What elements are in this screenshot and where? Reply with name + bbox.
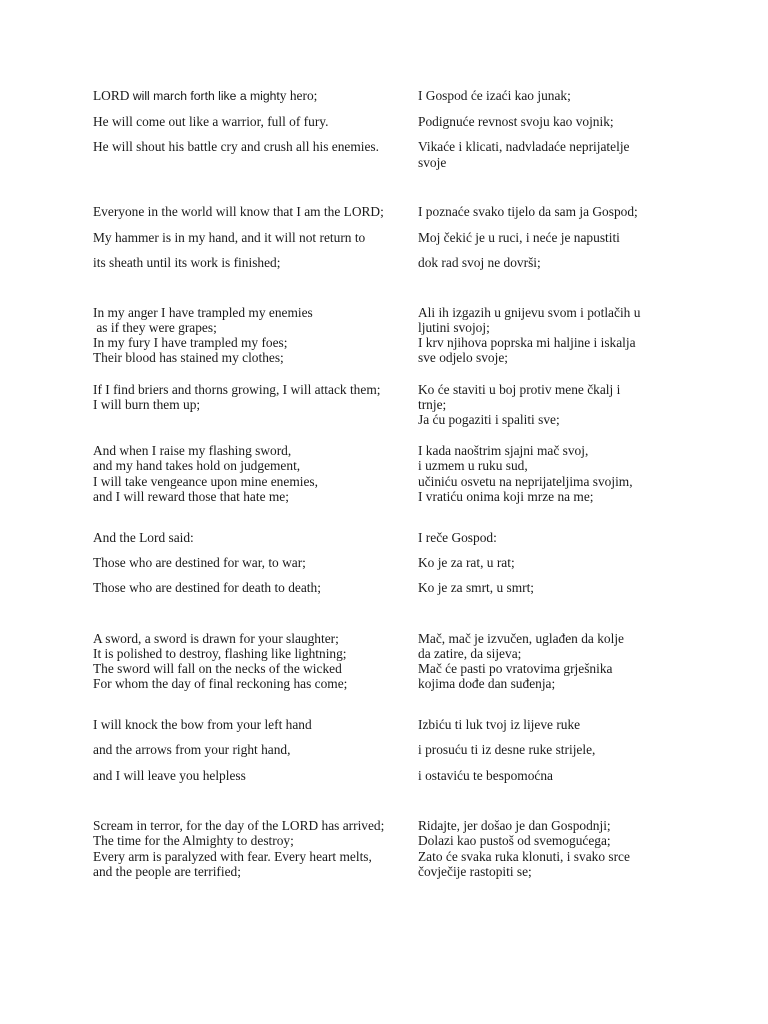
english-line: He will come out like a warrior, full of fury. — [93, 114, 329, 129]
english-line: and my hand takes hold on judgement, — [93, 458, 301, 473]
english-line: I will burn them up; — [93, 397, 201, 412]
english-line: and I will reward those that hate me; — [93, 489, 289, 504]
english-line: For whom the day of final reckoning has come; — [93, 676, 348, 691]
english-line — [93, 88, 317, 104]
english-line: My hammer is in my hand, and it will not return to — [93, 230, 366, 245]
serbian-line: Moj čekić je u ruci, i neće je napustiti — [418, 230, 620, 245]
serbian-line: i prosuću ti iz desne ruke strijele, — [418, 742, 596, 757]
serbian-line: dok rad svoj ne dovrši; — [418, 255, 541, 270]
english-line: Those who are destined for war, to war; — [93, 555, 306, 570]
serbian-line: Dolazi kao pustoš od svemogućega; — [418, 833, 611, 848]
english-line: as if they were grapes; — [93, 320, 217, 335]
english-line: The time for the Almighty to destroy; — [93, 833, 294, 848]
english-line: In my anger I have trampled my enemies — [93, 305, 313, 320]
serbian-line: I poznaće svako tijelo da sam ja Gospod; — [418, 204, 638, 219]
serbian-line: Mač će pasti po vratovima grješnika — [418, 661, 613, 676]
english-line: If I find briers and thorns growing, I will attack them; — [93, 382, 381, 397]
english-line-part: LORD — [93, 88, 133, 103]
english-line: its sheath until its work is finished; — [93, 255, 281, 270]
english-line: The sword will fall on the necks of the wicked — [93, 661, 342, 676]
english-line: and the arrows from your right hand, — [93, 742, 291, 757]
serbian-line: I vratiću onima koji mrze na me; — [418, 489, 594, 504]
serbian-line: ljutini svojoj; — [418, 320, 490, 335]
serbian-line: Ja ću pogaziti i spaliti sve; — [418, 412, 560, 427]
english-line: A sword, a sword is drawn for your slaughter; — [93, 631, 339, 646]
english-line: It is polished to destroy, flashing like lightning; — [93, 646, 347, 661]
serbian-line: čovječije rastopiti se; — [418, 864, 532, 879]
serbian-line: svoje — [418, 155, 447, 170]
english-line: and I will leave you helpless — [93, 768, 246, 783]
serbian-line: Vikaće i klicati, nadvladaće neprijatelje — [418, 139, 630, 154]
english-line: And when I raise my flashing sword, — [93, 443, 292, 458]
serbian-line: Ko je za smrt, u smrt; — [418, 580, 535, 595]
serbian-line: kojima dođe dan suđenja; — [418, 676, 556, 691]
serbian-line: Mač, mač je izvučen, uglađen da kolje — [418, 631, 624, 646]
english-line: and the people are terrified; — [93, 864, 241, 879]
english-line: And the Lord said: — [93, 530, 194, 545]
serbian-line: I krv njihova poprska mi haljine i iskalja — [418, 335, 636, 350]
serbian-line: I reče Gospod: — [418, 530, 497, 545]
serbian-line: trnje; — [418, 397, 447, 412]
english-line: Every arm is paralyzed with fear. Every heart melts, — [93, 849, 372, 864]
english-line: In my fury I have trampled my foes; — [93, 335, 288, 350]
serbian-line: Izbiću ti luk tvoj iz lijeve ruke — [418, 717, 581, 732]
english-line-part-sans: will march forth like a might — [132, 89, 280, 103]
english-line: Their blood has stained my clothes; — [93, 350, 284, 365]
serbian-line: Podignuće revnost svoju kao vojnik; — [418, 114, 614, 129]
english-line-part: y hero; — [279, 88, 318, 103]
serbian-line: i ostaviću te bespomoćna — [418, 768, 553, 783]
english-line: Those who are destined for death to death; — [93, 580, 321, 595]
english-line: Everyone in the world will know that I am the LORD; — [93, 204, 384, 219]
english-line: He will shout his battle cry and crush all his enemies. — [93, 139, 379, 154]
serbian-line: Ali ih izgazih u gnijevu svom i potlačih u — [418, 305, 641, 320]
serbian-line: I kada naoštrim sjajni mač svoj, — [418, 443, 589, 458]
serbian-line: sve odjelo svoje; — [418, 350, 509, 365]
english-line: I will knock the bow from your left hand — [93, 717, 312, 732]
serbian-line: Zato će svaka ruka klonuti, i svako srce — [418, 849, 630, 864]
serbian-line: I Gospod će izaći kao junak; — [418, 88, 571, 103]
serbian-line: i uzmem u ruku sud, — [418, 458, 528, 473]
english-line: Scream in terror, for the day of the LORD has arrived; — [93, 818, 385, 833]
english-line: I will take vengeance upon mine enemies, — [93, 474, 318, 489]
serbian-line: da zatire, da sijeva; — [418, 646, 522, 661]
serbian-line: Ridajte, jer došao je dan Gospodnji; — [418, 818, 611, 833]
serbian-line: Ko je za rat, u rat; — [418, 555, 515, 570]
serbian-line: učiniću osvetu na neprijateljima svojim, — [418, 474, 633, 489]
serbian-line: Ko će staviti u boj protiv mene čkalj i — [418, 382, 621, 397]
